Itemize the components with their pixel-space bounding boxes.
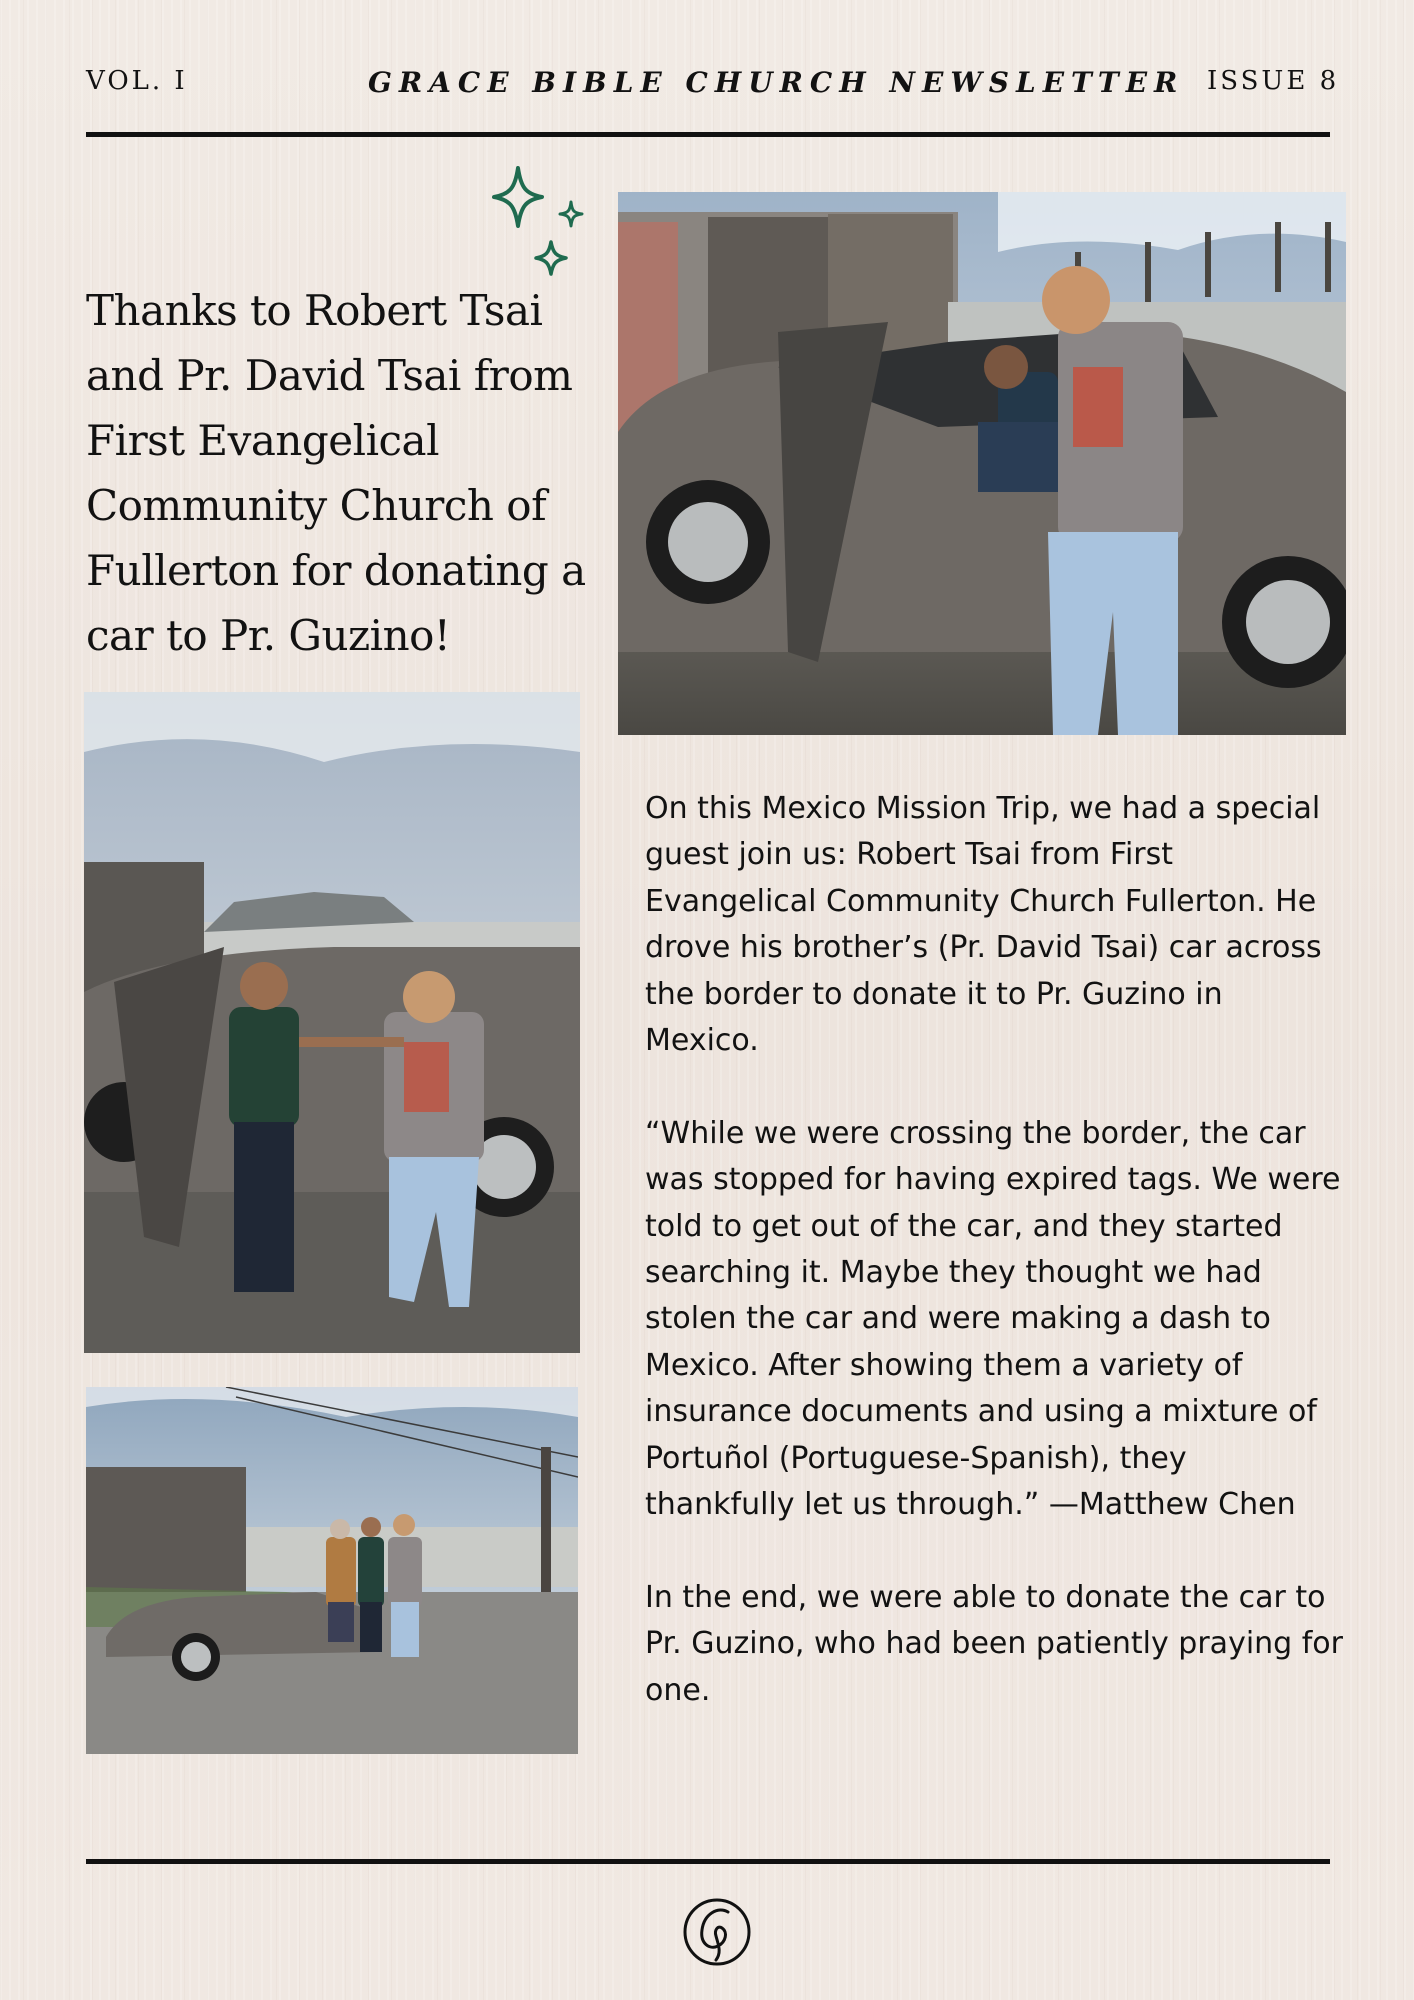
masthead — [0, 0, 1414, 140]
handshake-photo — [84, 692, 580, 1353]
article-paragraph: In the end, we were able to donate the car to Pr. Guzino, who had been patiently praying for one. — [645, 1579, 1343, 1708]
article-body — [645, 786, 1345, 1760]
car-driver-photo — [618, 192, 1346, 735]
church-logo-icon — [682, 1896, 752, 1968]
group-by-car-photo — [86, 1387, 578, 1754]
footer-divider — [86, 1859, 1330, 1864]
header-divider — [86, 132, 1330, 137]
volume-label: VOL. I — [86, 66, 188, 96]
article-paragraph: On this Mexico Mission Trip, we had a special guest join us: Robert Tsai from First Evangelical Community Church Fullerton. He drove his brother’s (Pr. David Tsai) car across the border to donate it to Pr. Guzino in Mexico. — [645, 791, 1322, 1059]
newsletter-title: GRACE BIBLE CHURCH NEWSLETTER — [368, 66, 1185, 99]
headline: Thanks to Robert Tsai and Pr. David Tsai from First Evangelical Community Church of Fullerton for donating a car to Pr. Guzino! — [86, 286, 586, 660]
issue-label: ISSUE 8 — [1207, 66, 1340, 96]
article-paragraph: “While we were crossing the border, the car was stopped for having expired tags. We were told to get out of the car, and they started searching it. Maybe they thought we had stolen the car and were making a dash to Mexico. After showing them a variety of insurance documents and using a mixture of Portuñol (Portuguese-Spanish), they thankfully let us through.” —Matthew Chen — [645, 1115, 1341, 1523]
sparkle-icon — [490, 166, 590, 286]
